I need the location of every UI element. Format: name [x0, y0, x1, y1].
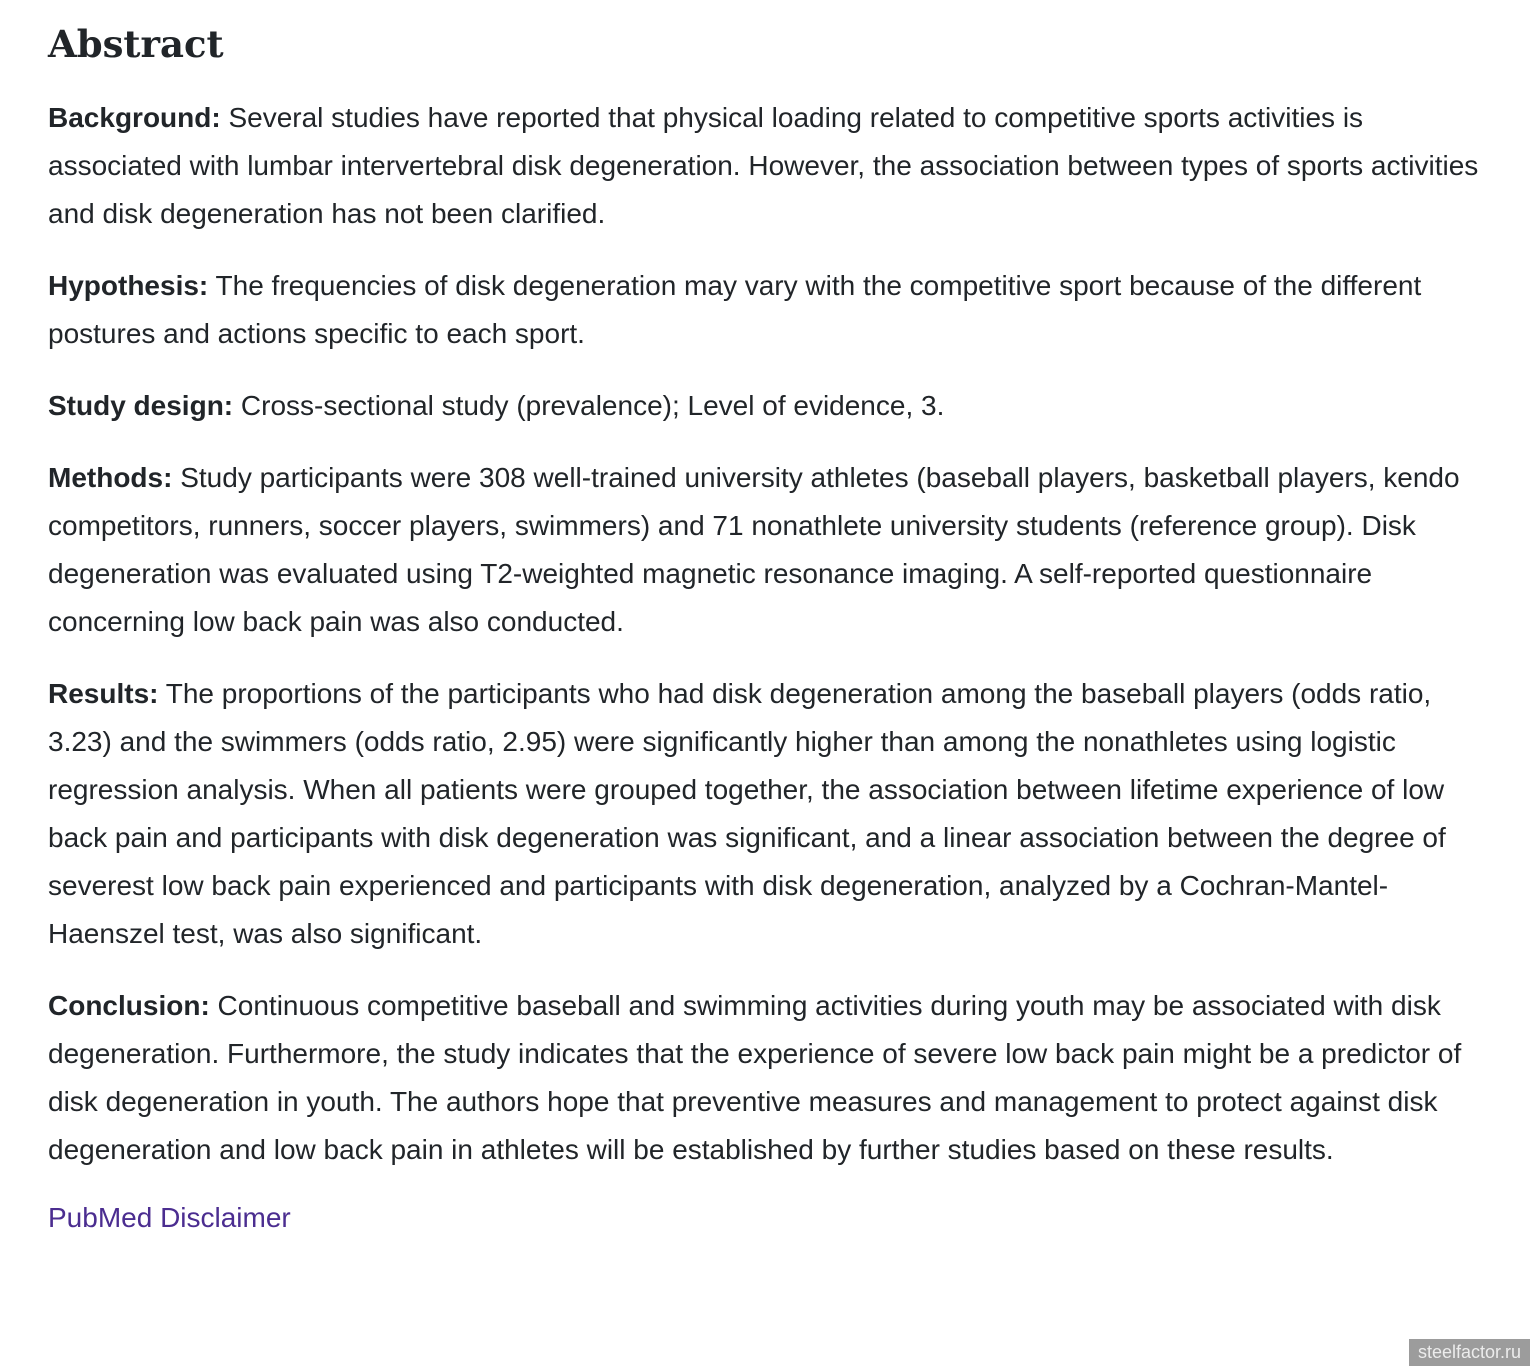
paragraph-results: [48, 670, 1486, 958]
methods-text: Study participants were 308 well-trained university athletes (baseball players, basketball players, kendo competitors, runners, soccer players, swimmers) and 71 nonathlete university students (reference group). Disk degeneration was evaluated using T2-weighted magnetic resonance imaging. A self-reported questionnaire concerning low back pain was also conducted.: [48, 462, 1460, 638]
conclusion-label: Conclusion:: [48, 990, 210, 1022]
methods-label: Methods:: [48, 462, 173, 494]
hypothesis-label: Hypothesis:: [48, 270, 209, 302]
results-label: Results:: [48, 678, 159, 710]
paragraph-methods: [48, 454, 1486, 646]
watermark-badge: steelfactor.ru: [1409, 1339, 1530, 1366]
disclaimer-row: [48, 1200, 1486, 1236]
pubmed-disclaimer-link[interactable]: PubMed Disclaimer: [48, 1202, 291, 1234]
paragraph-study-design: [48, 382, 1486, 430]
study-design-label: Study design:: [48, 390, 234, 422]
study-design-text: Cross-sectional study (prevalence); Level of evidence, 3.: [240, 390, 945, 422]
paragraph-background: [48, 94, 1486, 238]
abstract-heading: Abstract: [48, 22, 224, 66]
paragraph-hypothesis: [48, 262, 1486, 358]
results-text: The proportions of the participants who had disk degeneration among the baseball players (odds ratio, 3.23) and the swimmers (odds ratio, 2.95) were significantly higher than among the nonathletes using logistic regression analysis. When all patients were grouped together, the association between lifetime experience of low back pain and participants with disk degeneration was significant, and a linear association between the degree of severest low back pain experienced and participants with disk degeneration, analyzed by a Cochran-Mantel-Haenszel test, was also significant.: [48, 678, 1446, 950]
paragraph-conclusion: [48, 982, 1486, 1174]
background-label: Background:: [48, 102, 221, 134]
background-text: Several studies have reported that physical loading related to competitive sports activities is associated with lumbar intervertebral disk degeneration. However, the association between types of sports activities and disk degeneration has not been clarified.: [48, 102, 1479, 230]
conclusion-text: Continuous competitive baseball and swimming activities during youth may be associated with disk degeneration. Furthermore, the study indicates that the experience of severe low back pain might be a predictor of disk degeneration in youth. The authors hope that preventive measures and management to protect against disk degeneration and low back pain in athletes will be established by further studies based on these results.: [48, 990, 1462, 1166]
hypothesis-text: The frequencies of disk degeneration may vary with the competitive sport because of the different postures and actions specific to each sport.: [48, 270, 1422, 350]
